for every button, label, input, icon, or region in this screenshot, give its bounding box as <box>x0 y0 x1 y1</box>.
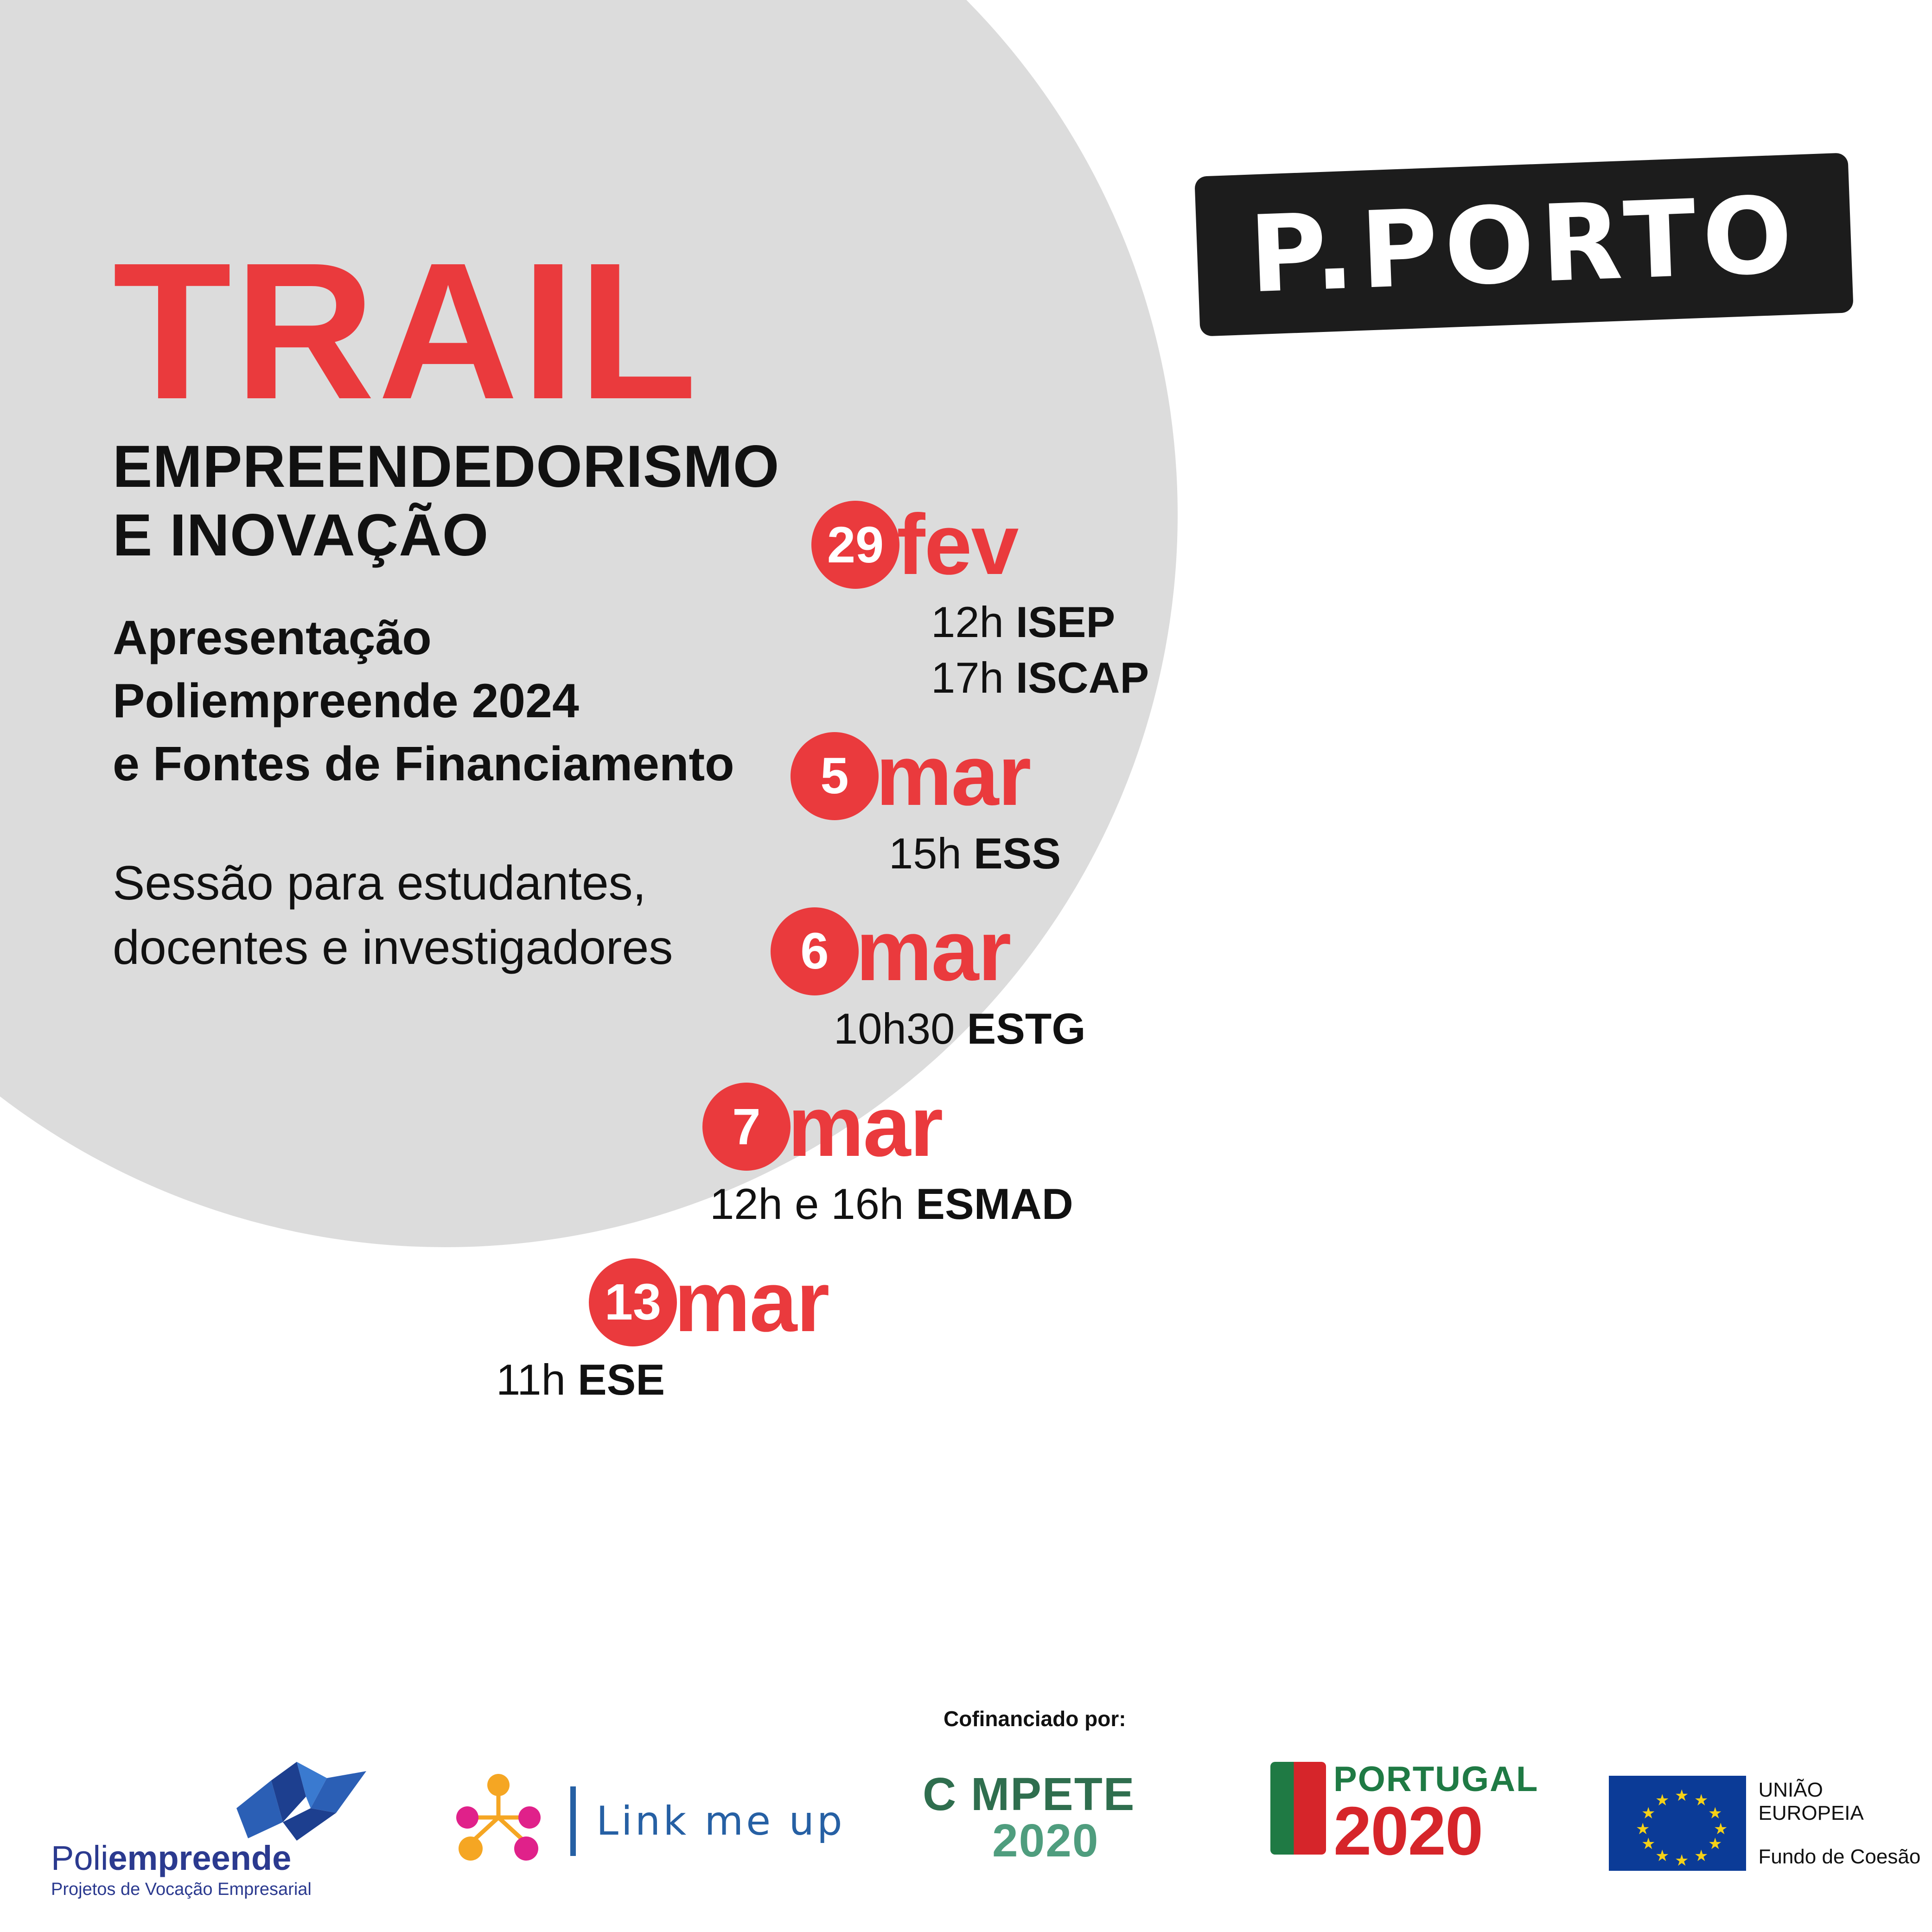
session-times <box>931 594 1878 706</box>
poster-description-line-2: Poliempreende 2024 <box>113 674 579 728</box>
poliempreende-word-light: Poli <box>51 1839 108 1877</box>
schedule-item <box>496 1254 1878 1408</box>
eu-flag-icon: ★ ★ ★ ★ ★ ★ ★ ★ ★ ★ ★ ★ <box>1609 1776 1746 1871</box>
session-times <box>834 1001 1878 1057</box>
session-time: 12h e 16h <box>710 1180 916 1229</box>
schedule-item-header <box>589 1254 1878 1350</box>
day-badge: 13 <box>589 1258 677 1346</box>
session-times <box>496 1352 1878 1408</box>
day-badge: 29 <box>811 501 899 589</box>
session-venue: ISEP <box>1015 598 1116 646</box>
month-label: fev <box>897 497 1018 593</box>
compete2020-logo <box>923 1768 1135 1867</box>
session-line <box>496 1352 1878 1408</box>
poster-audience-line-1: Sessão para estudantes, <box>113 856 646 911</box>
session-time: 11h <box>496 1355 578 1404</box>
linkmeup-mark-icon <box>445 1769 552 1873</box>
schedule-item <box>811 497 1878 706</box>
linkmeup-wordmark: Link me up <box>596 1798 845 1844</box>
schedule-item-header <box>811 497 1878 593</box>
session-time: 15h <box>889 829 974 878</box>
session-line <box>834 1001 1878 1057</box>
compete-year: 2020 <box>992 1815 1099 1867</box>
day-badge: 5 <box>791 732 879 820</box>
portugal-flag-icon <box>1270 1762 1326 1855</box>
session-time: 17h <box>931 653 1016 702</box>
portugal2020-logo <box>1270 1760 1539 1869</box>
schedule-item-header <box>791 728 1878 824</box>
footer-logos <box>0 1743 1932 1929</box>
poliempreende-tagline: Projetos de Vocação Empresarial <box>51 1880 312 1899</box>
session-times <box>889 826 1878 881</box>
eu-fund: Fundo de Coesão <box>1758 1845 1921 1868</box>
session-line <box>710 1176 1878 1232</box>
schedule-item <box>771 903 1878 1057</box>
month-label: mar <box>856 903 1011 999</box>
eu-text-group <box>1758 1779 1932 1868</box>
day-badge: 6 <box>771 907 859 995</box>
session-time: 12h <box>931 598 1016 646</box>
portugal-wordmark: PORTUGAL <box>1333 1760 1539 1799</box>
session-line <box>889 826 1878 881</box>
poliempreende-logo <box>51 1753 394 1900</box>
month-label: mar <box>788 1078 943 1174</box>
portugal-year: 2020 <box>1333 1793 1483 1869</box>
poster-subtitle-line-2: E INOVAÇÃO <box>113 502 489 569</box>
session-venue: ESTG <box>967 1004 1086 1053</box>
poster-audience-line-2: docentes e investigadores <box>113 920 673 975</box>
session-line <box>931 650 1878 706</box>
compete-wordmark: C MPETE <box>923 1768 1135 1820</box>
linkmeup-logo <box>445 1769 845 1873</box>
poster-description-line-1: Apresentação <box>113 611 432 665</box>
schedule-item-header <box>702 1078 1878 1174</box>
session-times <box>710 1176 1878 1232</box>
schedule-item <box>791 728 1878 881</box>
session-time: 10h30 <box>834 1004 967 1053</box>
linkmeup-divider <box>570 1786 576 1856</box>
poster-description-line-3: e Fontes de Financiamento <box>113 737 734 791</box>
schedule-item <box>702 1078 1878 1232</box>
schedule-item-header <box>771 903 1878 999</box>
session-venue: ISCAP <box>1015 653 1149 702</box>
month-label: mar <box>876 728 1031 824</box>
poster-subtitle-line-1: EMPREENDEDORISMO <box>113 433 780 500</box>
poliempreende-word-bold: empreende <box>108 1839 292 1877</box>
session-line <box>931 594 1878 650</box>
day-badge: 7 <box>702 1083 791 1171</box>
european-union-logo <box>1609 1776 1932 1871</box>
portugal-wordmark-group <box>1333 1760 1539 1869</box>
schedule-list <box>496 497 1878 1434</box>
page-title: TRAIL <box>113 223 700 440</box>
cofinanced-label: Cofinanciado por: <box>944 1707 1126 1731</box>
month-label: mar <box>674 1254 829 1350</box>
pporto-logo <box>1194 153 1854 336</box>
eu-title: UNIÃO EUROPEIA <box>1758 1778 1864 1824</box>
poliempreende-mark-icon <box>227 1753 394 1852</box>
session-venue: ESE <box>577 1355 665 1404</box>
session-venue: ESS <box>973 829 1061 878</box>
pporto-logo-text: P.PORTO <box>1247 172 1801 317</box>
session-venue: ESMAD <box>916 1180 1073 1229</box>
